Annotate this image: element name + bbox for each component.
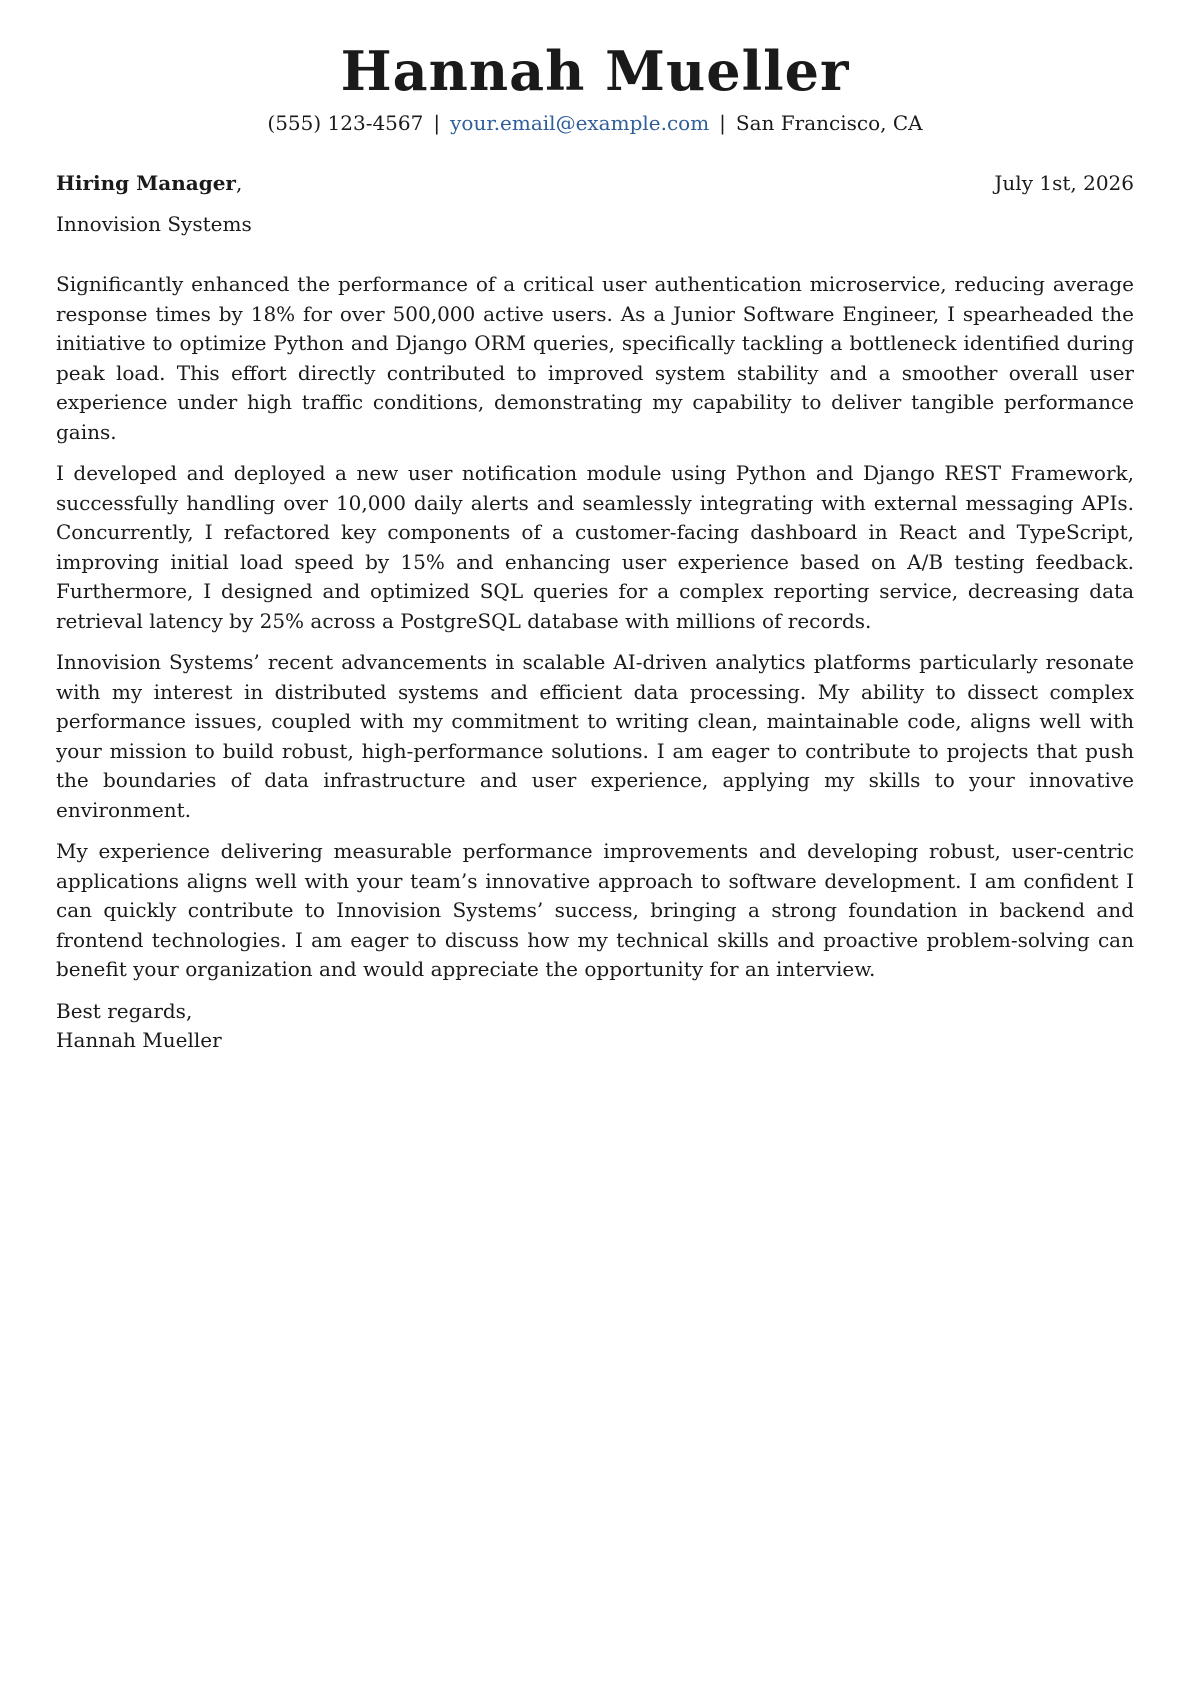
recipient [56, 171, 242, 195]
letter-date: July 1st, 2026 [994, 171, 1134, 196]
closing-signature: Hannah Mueller [56, 1028, 222, 1053]
applicant-name: Hannah Mueller [340, 39, 850, 103]
letter-closing [56, 997, 1134, 1056]
body-paragraph: Innovision Systems’ recent advancements in scalable AI-driven analytics platforms particularly resonate with my interest in distributed systems and efficient data processing. My ability to dissect complex performance issues, coupled with my commitment to writing clean, maintainable code, aligns well with your mission to build robust, high-performance solutions. I am eager to contribute to projects that push the boundaries of data infrastructure and user experience, applying my skills to your innovative environment. [56, 650, 1134, 822]
phone-number: (555) 123-4567 [267, 111, 424, 136]
body-paragraph: I developed and deployed a new user notification module using Python and Django REST Framework, successfully handling over 10,000 daily alerts and seamlessly integrating with external messaging APIs. Concurrently, I refactored key components of a customer-facing dashboard in React and TypeScript, improving initial load speed by 15% and enhancing user experience based on A/B testing feedback. Furthermore, I designed and optimized SQL queries for a complex reporting service, decreasing data retrieval latency by 25% across a PostgreSQL database with millions of records. [56, 461, 1134, 633]
location: San Francisco, CA [735, 111, 923, 136]
contact-line [56, 111, 1134, 135]
body-paragraph: My experience delivering measurable performance improvements and developing robust, user-centric applications aligns well with your team’s innovative approach to software development. I am confident I can quickly contribute to Innovision Systems’ success, bringing a strong foundation in backend and frontend technologies. I am eager to discuss how my technical skills and proactive problem-solving can benefit your organization and would appreciate the opportunity for an interview. [56, 839, 1134, 982]
recipient-date-row [56, 171, 1134, 195]
closing-salutation: Best regards, [56, 998, 193, 1023]
body-paragraph: Significantly enhanced the performance of a critical user authentication microservice, reducing average response times by 18% for over 500,000 active users. As a Junior Software Engineer, I spearheaded the initiative to optimize Python and Django ORM queries, specifically tackling a bottleneck identified during peak load. This effort directly contributed to improved system stability and a smoother overall user experience under high traffic conditions, demonstrating my capability to deliver tangible performance gains. [56, 272, 1134, 444]
recipient-title: Hiring Manager [56, 171, 236, 196]
contact-separator: | [719, 111, 726, 136]
recipient-company: Innovision Systems [56, 212, 252, 237]
letter-body [56, 270, 1134, 985]
email-link[interactable]: your.email@example.com [450, 111, 710, 136]
recipient-title-suffix: , [235, 171, 243, 196]
contact-separator: | [433, 111, 441, 136]
